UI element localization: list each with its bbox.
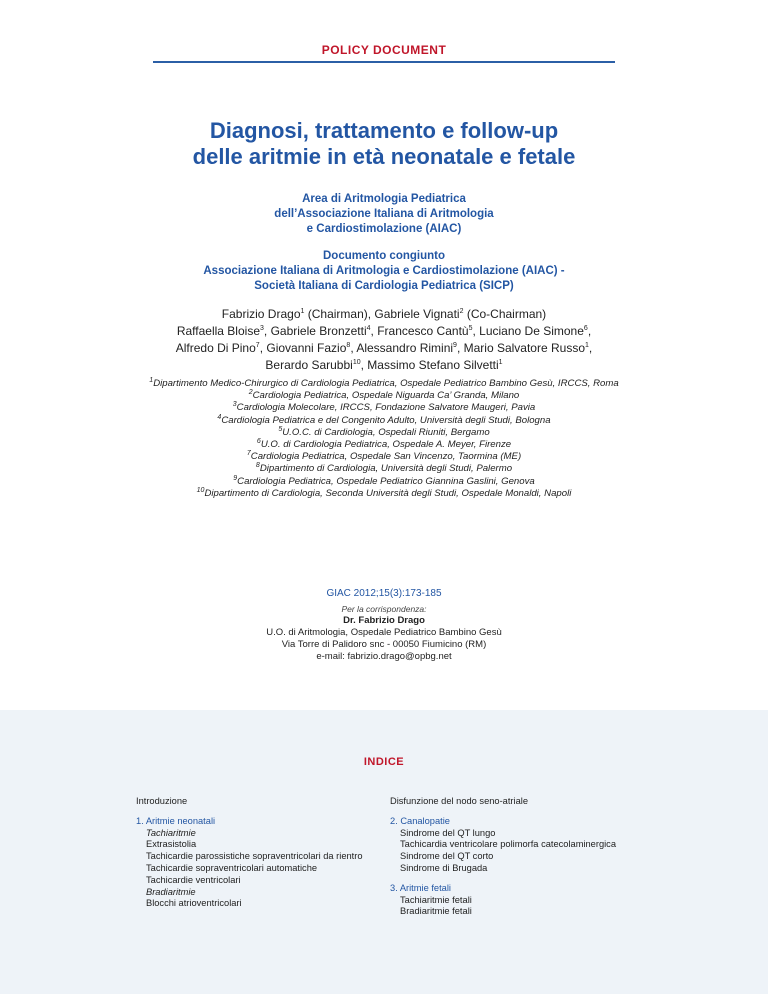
author-affiliation-mark: 1 [585,342,589,349]
affiliation-text: U.O. di Cardiologia Pediatrica, Ospedale A. Meyer, Firenze [260,439,512,451]
index-subitem: Tachicardie parossistiche sopraventricolari da rientro [146,851,363,862]
author-name: Fabrizio Drago [221,307,301,321]
author-affiliation-mark: 1 [498,359,503,366]
author-name: Massimo Stefano Silvetti [367,358,499,372]
affiliation-text: Dipartimento Medico-Chirurgico di Cardiologia Pediatrica, Ospedale Pediatrico Bambino Gesù, IRCCS, Roma [153,378,619,389]
affiliation-mark: 6 [256,437,261,445]
author-affiliation-mark: 5 [468,325,473,332]
affiliation-mark: 7 [246,450,251,458]
affiliation-line [0,439,768,451]
index-column-left [136,796,376,918]
affiliation-text: Dipartimento di Cardiologia, Seconda Università degli Studi, Ospedale Monaldi, Napoli [204,487,572,499]
affiliation-line [0,390,768,402]
index-subitem: Bradiaritmie fetali [400,906,472,917]
author-note: (Co-Chairman) [463,307,547,321]
affiliation-mark: 5 [278,425,283,433]
affiliation-line [0,476,768,488]
joint-line: Documento congiunto [322,250,445,262]
index-section-heading: Disfunzione del nodo seno-atriale [390,796,528,806]
index-subitem: Sindrome di Brugada [400,862,488,873]
index-subitem: Tachicardia ventricolare polimorfa catecolaminergica [400,839,616,850]
index-section [390,883,650,918]
author-line [0,357,768,374]
affiliation-line [0,378,768,390]
index-section [390,816,650,875]
correspondence-address: U.O. di Aritmologia, Ospedale Pediatrico Bambino Gesù [266,627,502,638]
citation-block [0,588,768,663]
header-divider [153,61,615,63]
title-line: Diagnosi, trattamento e follow-up [209,118,559,143]
author-note: (Chairman), [304,307,375,321]
org-line: Area di Aritmologia Pediatrica [302,193,466,205]
index-title: INDICE [363,756,405,768]
affiliation-text: Cardiologia Pediatrica, Ospedale Pediatrico Giannina Gaslini, Genova [237,475,535,487]
author-name: Gabriele Vignati [374,307,460,321]
author-affiliation-mark: 1 [300,308,305,315]
affiliation-text: Cardiologia Pediatrica, Ospedale San Vincenzo, Taormina (ME) [250,451,522,463]
joint-line: Associazione Italiana di Aritmologia e Cardiostimolazione (AIAC) - [203,265,565,277]
index-panel [0,710,768,994]
affiliation-line [0,463,768,475]
section-label: POLICY DOCUMENT [321,43,447,57]
author-affiliation-mark: 7 [255,342,260,349]
index-subitem: Tachiaritmie [146,827,196,838]
index-subitem: Sindrome del QT corto [400,851,494,862]
author-line [0,340,768,357]
index-subitem: Tachicardie ventricolari [146,874,241,885]
affiliation-line [0,402,768,414]
affiliation-line [0,488,768,500]
index-section [136,816,376,910]
author-affiliation-mark: 10 [352,359,361,366]
affiliation-mark: 9 [233,474,238,482]
affiliation-mark: 4 [217,413,222,421]
index-section-heading: 2. Canalopatie [390,815,450,826]
affiliation-text: U.O.C. di Cardiologia, Ospedali Riuniti, Bergamo [282,426,490,438]
author-affiliation-mark: 6 [583,325,588,332]
affiliation-line [0,415,768,427]
author-note: , [259,341,267,355]
author-affiliation-mark: 4 [366,325,371,332]
author-name: Raffaella Bloise [176,324,260,338]
index-section [390,796,650,808]
index-subitem: Sindrome del QT lungo [400,827,496,838]
index-subitem: Tachicardie sopraventricolari automatiche [146,862,318,873]
organization-block [0,192,768,237]
index-section-heading: 3. Aritmie fetali [390,882,451,893]
author-name: Alfredo Di Pino [175,341,256,355]
index-section-heading: 1. Aritmie neonatali [136,815,216,826]
author-affiliation-mark: 8 [346,342,351,349]
correspondence-address: Via Torre di Palidoro snc - 00050 Fiumicino (RM) [281,639,487,650]
affiliation-text: Cardiologia Pediatrica e del Congenito Adulto, Università degli Studi, Bologna [221,414,551,426]
joint-line: Società Italiana di Cardiologia Pediatrica (SICP) [254,280,514,292]
title-line: delle aritmie in età neonatale e fetale [192,144,576,169]
paper-title [0,118,768,170]
correspondence-email: e-mail: fabrizio.drago@opbg.net [316,651,452,662]
index-column-right [390,796,650,926]
author-note: , [587,324,592,338]
author-note: , [360,358,368,372]
affiliation-text: Cardiologia Pediatrica, Ospedale Niguarda Ca’ Granda, Milano [252,390,520,402]
author-list [0,306,768,374]
journal-reference: GIAC 2012;15(3):173-185 [326,588,442,599]
author-name: Alessandro Rimini [356,341,454,355]
affiliation-list [0,378,768,500]
author-note: , [263,324,271,338]
affiliation-text: Cardiologia Molecolare, IRCCS, Fondazione Salvatore Maugeri, Pavia [236,402,536,414]
author-line [0,323,768,340]
affiliation-mark: 1 [149,376,154,384]
affiliation-mark: 3 [232,401,237,409]
affiliation-mark: 8 [255,462,260,470]
index-section [136,796,376,808]
index-subitem: Extrasistolia [146,839,197,850]
author-affiliation-mark: 3 [260,325,264,332]
author-note: , [350,341,357,355]
index-subitem: Bradiaritmie [146,886,196,897]
affiliation-text: Dipartimento di Cardiologia, Università degli Studi, Palermo [259,463,513,475]
author-name: Giovanni Fazio [266,341,347,355]
author-note: , [588,341,593,355]
affiliation-line [0,451,768,463]
affiliation-mark: 2 [248,389,253,397]
correspondence-name: Dr. Fabrizio Drago [343,615,425,626]
author-name: Mario Salvatore Russo [463,341,585,355]
author-affiliation-mark: 2 [459,308,464,315]
correspondence-label: Per la corrispondenza: [341,604,427,614]
index-section-heading: Introduzione [136,796,188,806]
org-line: e Cardiostimolazione (AIAC) [306,223,462,235]
affiliation-line [0,427,768,439]
author-name: Luciano De Simone [479,324,584,338]
author-note: , [370,324,378,338]
author-line [0,306,768,323]
author-note: , [472,324,480,338]
org-line: dell’Associazione Italiana di Aritmologia [274,208,494,220]
joint-document-block [0,249,768,294]
author-note: , [456,341,464,355]
author-name: Berardo Sarubbi [265,358,353,372]
author-affiliation-mark: 9 [453,342,457,349]
author-name: Gabriele Bronzetti [270,324,367,338]
index-subitem: Tachiaritmie fetali [400,894,472,905]
index-subitem: Blocchi atrioventricolari [146,898,242,909]
affiliation-mark: 10 [196,486,205,494]
author-name: Francesco Cantù [377,324,469,338]
